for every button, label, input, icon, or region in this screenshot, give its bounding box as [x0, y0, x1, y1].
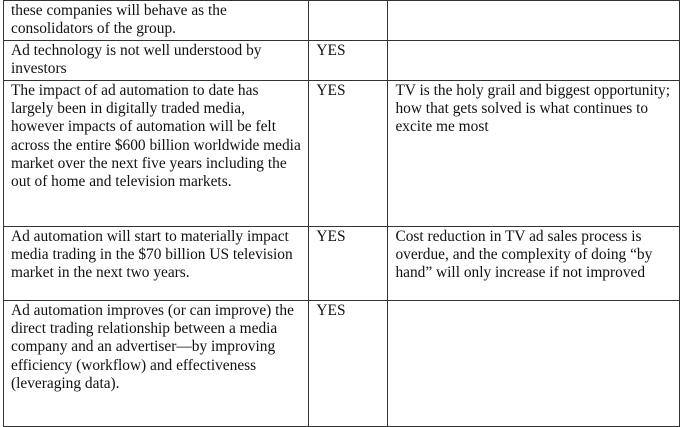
agree-cell: YES [309, 41, 388, 81]
statement-cell: Ad automation will start to materially impact media trading in the $70 billion US television market in the next two years. [4, 227, 309, 301]
agree-cell: YES [309, 227, 388, 301]
table-row [4, 227, 680, 301]
comment-cell [388, 41, 680, 81]
agree-cell [309, 1, 388, 41]
agree-cell: YES [309, 301, 388, 427]
statement-cell: these companies will behave as the consolidators of the group. [4, 1, 309, 41]
agree-cell: YES [309, 81, 388, 227]
table-row [4, 1, 680, 41]
comment-cell: Cost reduction in TV ad sales process is overdue, and the complexity of doing “by hand” will only increase if not improved [388, 227, 680, 301]
table-row [4, 41, 680, 81]
table-row [4, 81, 680, 227]
comment-cell: TV is the holy grail and biggest opportunity; how that gets solved is what continues to excite me most [388, 81, 680, 227]
comment-cell [388, 301, 680, 427]
table-row [4, 301, 680, 427]
statement-cell: The impact of ad automation to date has largely been in digitally traded media, however impacts of automation will be felt across the entire $600 billion worldwide media market over the next five years including the out of home and television markets. [4, 81, 309, 227]
statement-cell: Ad automation improves (or can improve) the direct trading relationship between a media company and an advertiser—by improving efficiency (workflow) and effectiveness (leveraging data). [4, 301, 309, 427]
statement-cell: Ad technology is not well understood by investors [4, 41, 309, 81]
survey-table [3, 0, 680, 427]
comment-cell [388, 1, 680, 41]
